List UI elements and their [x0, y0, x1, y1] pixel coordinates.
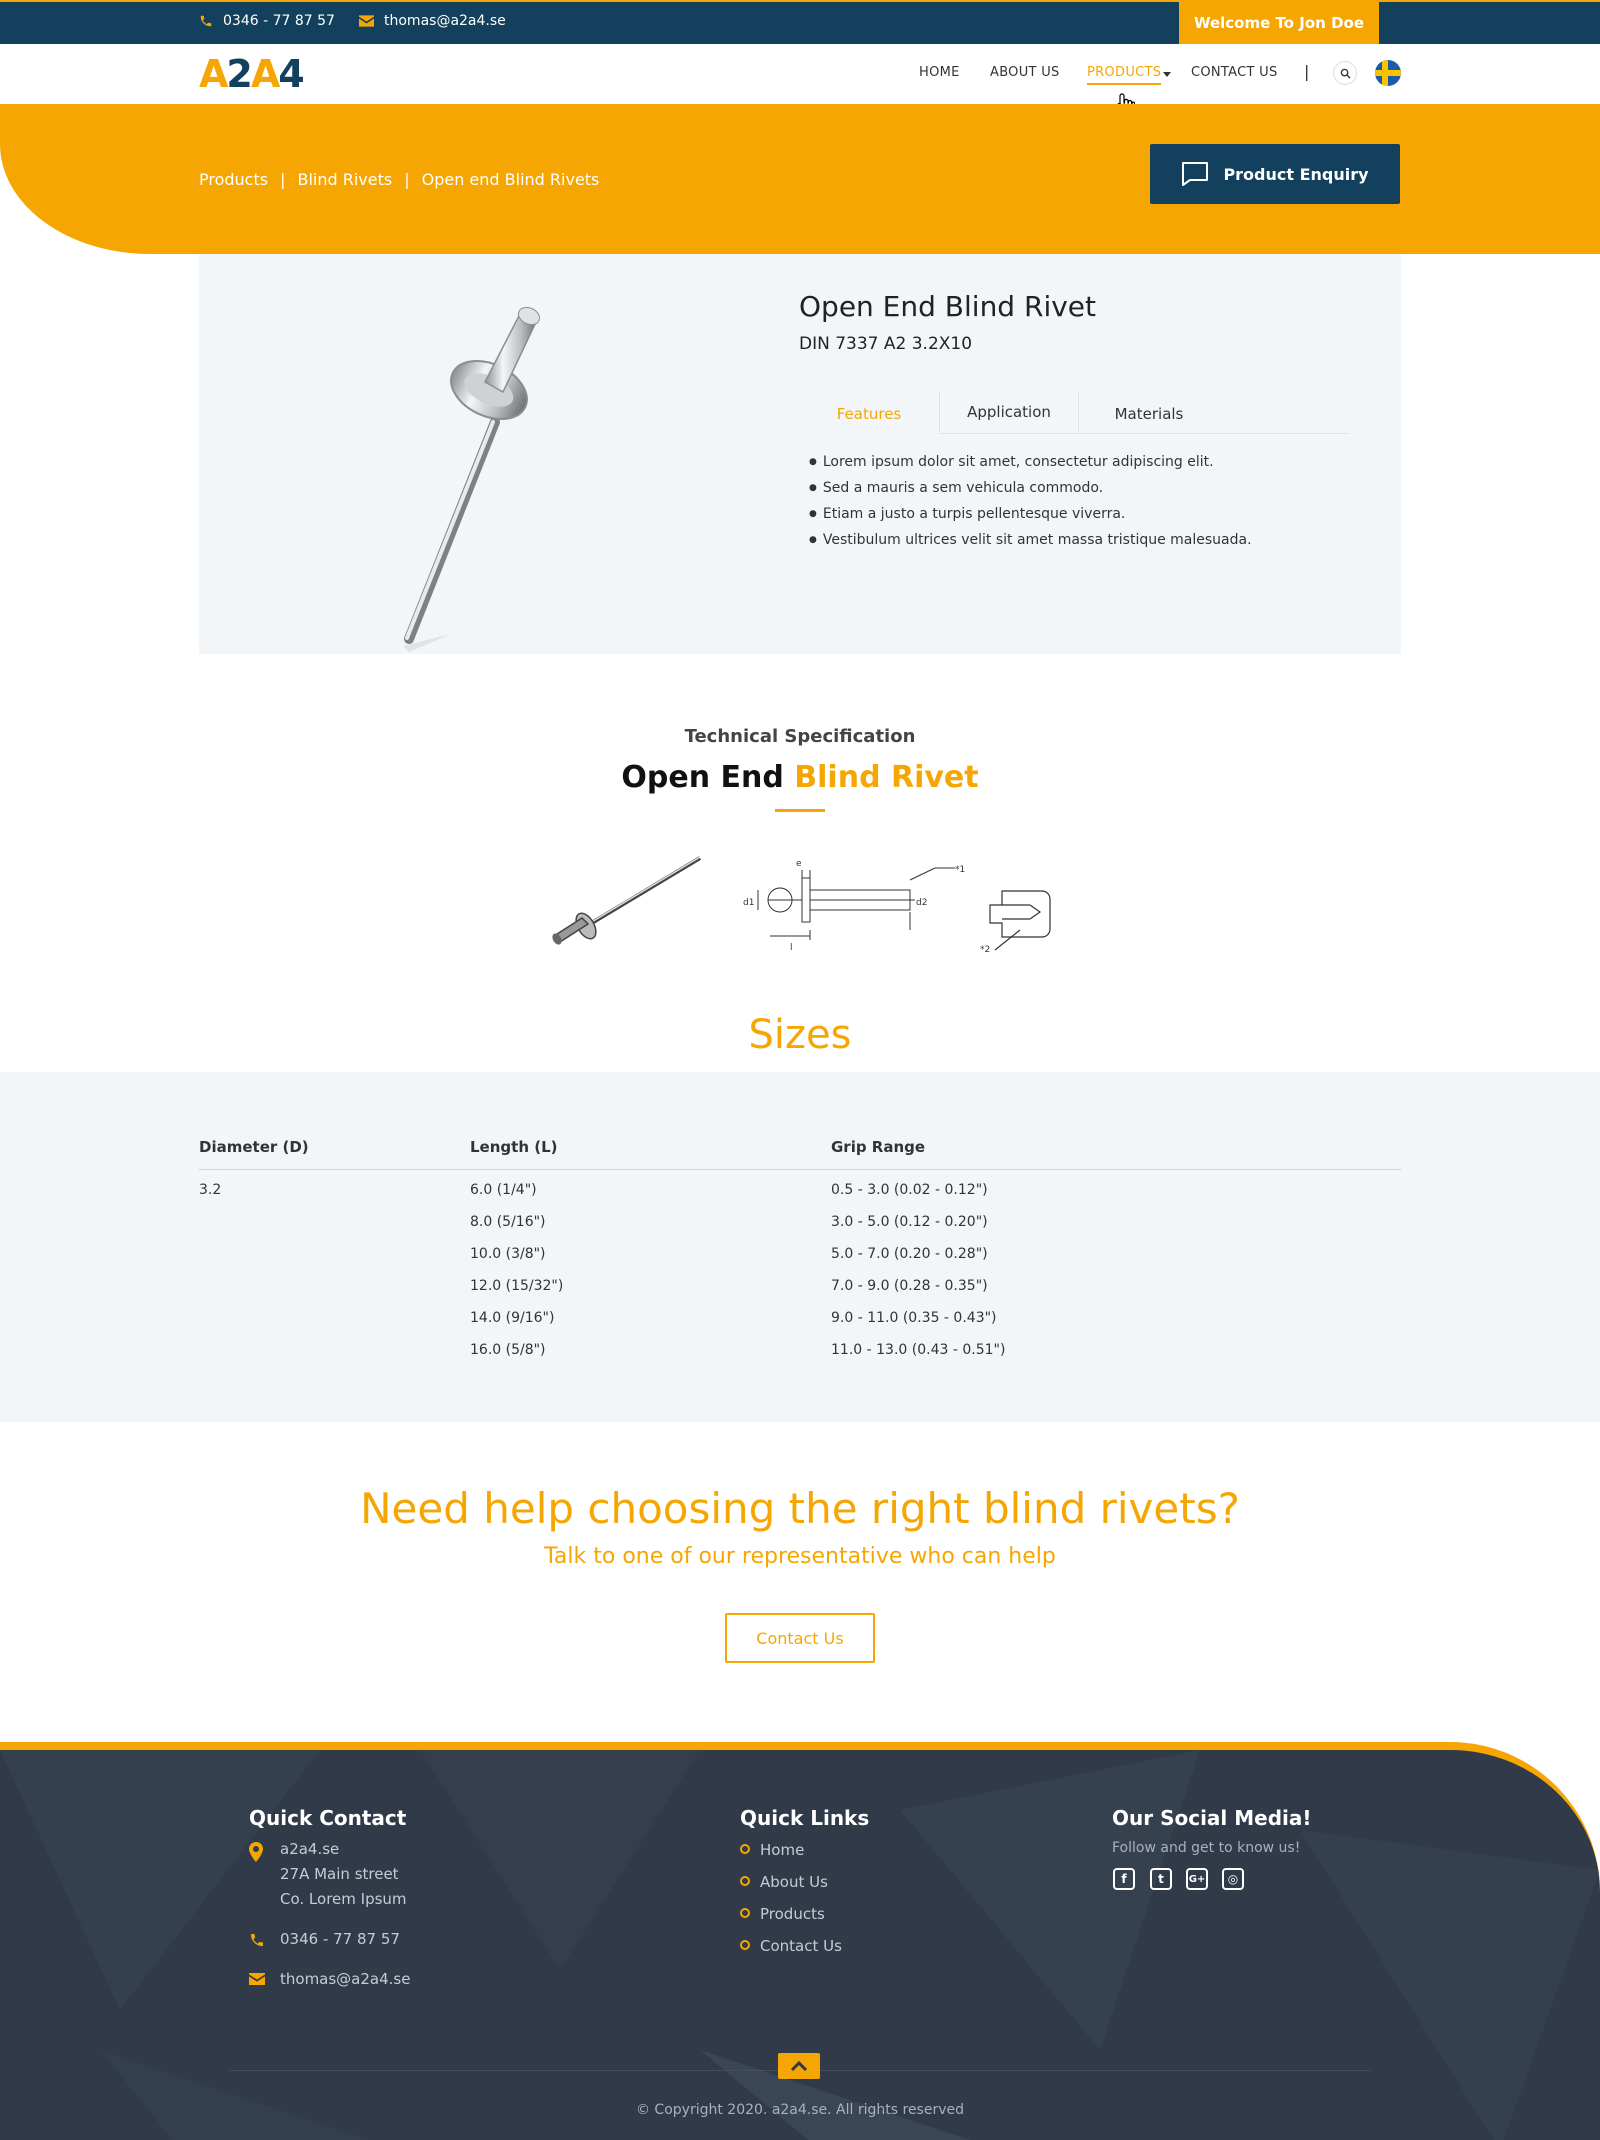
product-title: Open End Blind Rivet — [799, 290, 1096, 323]
contact-us-button[interactable]: Contact Us — [725, 1613, 875, 1663]
breadcrumb-current: Open end Blind Rivets — [421, 170, 600, 189]
title-underline — [775, 809, 825, 812]
breadcrumb-products[interactable]: Products — [199, 170, 269, 189]
topbar-phone[interactable] — [199, 13, 335, 29]
logo-letter: 2 — [226, 52, 251, 96]
map-pin-icon — [249, 1842, 263, 1862]
nav-separator: | — [1304, 62, 1310, 81]
phone-icon — [249, 1932, 265, 1948]
dim-label-d2: d2 — [916, 898, 928, 908]
spec-label: Technical Specification — [684, 726, 916, 747]
table-cell-length: 6.0 (1/4") — [470, 1182, 537, 1198]
table-cell-diameter: 3.2 — [199, 1182, 222, 1198]
tab-application[interactable]: Application — [939, 392, 1079, 432]
dim-label-d1: d1 — [743, 898, 755, 908]
nav-item-home[interactable]: HOME — [919, 65, 960, 80]
topbar-phone-text: 0346 - 77 87 57 — [223, 13, 335, 29]
product-subtitle: DIN 7337 A2 3.2X10 — [799, 334, 973, 354]
table-cell-length: 8.0 (5/16") — [470, 1214, 546, 1230]
footer-link-contact[interactable]: Contact Us — [740, 1937, 842, 1955]
back-to-top-button[interactable] — [778, 2053, 820, 2079]
footer-link-home[interactable]: Home — [740, 1841, 804, 1859]
rivet-sketch — [551, 857, 700, 946]
table-header — [199, 1138, 1401, 1170]
footer-link-about[interactable]: About Us — [740, 1873, 828, 1891]
feature-list — [809, 454, 1252, 558]
main-nav — [0, 44, 1600, 104]
page-banner — [0, 104, 1600, 254]
list-item: ● Etiam a justo a turpis pellentesque viverra. — [809, 506, 1252, 532]
envelope-icon — [359, 15, 374, 27]
product-enquiry-label: Product Enquiry — [1223, 164, 1369, 184]
phone-icon — [199, 14, 213, 28]
top-bar — [0, 0, 1600, 44]
table-cell-length: 10.0 (3/8") — [470, 1246, 546, 1262]
list-item: ● Sed a mauris a sem vehicula commodo. — [809, 480, 1252, 506]
quick-links-heading: Quick Links — [740, 1806, 870, 1830]
social-tagline: Follow and get to know us! — [1112, 1840, 1301, 1856]
tab-features[interactable]: Features — [799, 394, 939, 434]
rivet-head-detail — [990, 891, 1050, 950]
table-cell-length: 14.0 (9/16") — [470, 1310, 555, 1326]
logo-letter: A — [250, 52, 279, 96]
logo-letter: A — [199, 52, 227, 96]
chat-icon — [1181, 161, 1209, 187]
footer-address-line: 27A Main street — [280, 1865, 399, 1883]
table-cell-grip: 3.0 - 5.0 (0.12 - 0.20") — [831, 1214, 988, 1230]
twitter-icon[interactable]: t — [1150, 1868, 1172, 1890]
table-cell-grip: 5.0 - 7.0 (0.20 - 0.28") — [831, 1246, 988, 1262]
product-enquiry-button[interactable] — [1150, 144, 1400, 204]
table-cell-grip: 0.5 - 3.0 (0.02 - 0.12") — [831, 1182, 988, 1198]
table-cell-length: 16.0 (5/8") — [470, 1342, 546, 1358]
breadcrumb — [199, 170, 599, 189]
quick-contact-heading: Quick Contact — [249, 1806, 407, 1830]
list-item: ● Vestibulum ultrices velit sit amet massa tristique malesuada. — [809, 532, 1252, 558]
tab-materials[interactable]: Materials — [1114, 405, 1184, 423]
chevron-down-icon[interactable] — [1163, 72, 1171, 77]
table-cell-grip: 9.0 - 11.0 (0.35 - 0.43") — [831, 1310, 997, 1326]
language-flag-icon[interactable] — [1375, 60, 1401, 86]
column-header-grip: Grip Range — [831, 1138, 926, 1156]
column-header-length: Length (L) — [470, 1138, 558, 1156]
spec-title — [0, 760, 1600, 795]
search-button[interactable] — [1333, 61, 1357, 85]
help-subtitle: Talk to one of our representative who can help — [544, 1544, 1056, 1569]
spec-title-part1: Open End — [621, 760, 784, 795]
facebook-icon[interactable]: f — [1113, 1868, 1135, 1890]
nav-item-about[interactable]: ABOUT US — [990, 65, 1060, 80]
product-panel — [199, 254, 1401, 654]
nav-item-contact[interactable]: CONTACT US — [1191, 65, 1278, 80]
spec-title-part2: Blind Rivet — [794, 760, 979, 795]
topbar-email[interactable] — [359, 13, 506, 29]
table-cell-grip: 7.0 - 9.0 (0.28 - 0.35") — [831, 1278, 988, 1294]
breadcrumb-separator: | — [280, 170, 286, 189]
product-tabs — [799, 394, 1349, 434]
topbar-email-text: thomas@a2a4.se — [384, 13, 506, 29]
footer-email[interactable]: thomas@a2a4.se — [280, 1970, 411, 1988]
welcome-badge[interactable]: Welcome To Jon Doe — [1179, 2, 1379, 44]
help-title: Need help choosing the right blind rivets? — [360, 1484, 1240, 1533]
footer — [0, 1742, 1600, 2140]
footer-address-line: Co. Lorem Ipsum — [280, 1890, 407, 1908]
nav-item-products[interactable] — [1087, 65, 1161, 85]
footer-phone[interactable]: 0346 - 77 87 57 — [280, 1930, 400, 1948]
sizes-table — [0, 1072, 1600, 1422]
list-item: ● Lorem ipsum dolor sit amet, consectetur adipiscing elit. — [809, 454, 1252, 480]
instagram-icon[interactable]: ◎ — [1222, 1868, 1244, 1890]
footer-address-line: a2a4.se — [280, 1840, 340, 1858]
table-cell-grip: 11.0 - 13.0 (0.43 - 0.51") — [831, 1342, 1006, 1358]
logo-letter: 4 — [278, 52, 303, 96]
nav-item-products-label: PRODUCTS — [1087, 65, 1162, 80]
google-plus-icon[interactable]: G+ — [1186, 1868, 1208, 1890]
dim-label-l: l — [790, 943, 793, 953]
copyright: © Copyright 2020. a2a4.se. All rights reserved — [635, 2102, 965, 2118]
note-label-2: *2 — [980, 945, 991, 955]
search-icon — [1340, 68, 1351, 79]
breadcrumb-separator: | — [404, 170, 410, 189]
chevron-up-icon — [790, 2060, 808, 2072]
social-heading: Our Social Media! — [1112, 1806, 1312, 1830]
envelope-icon — [249, 1973, 265, 1985]
footer-link-products[interactable]: Products — [740, 1905, 825, 1923]
site-logo[interactable] — [199, 54, 303, 94]
column-header-diameter: Diameter (D) — [199, 1138, 309, 1156]
dim-label-e: e — [796, 859, 802, 869]
breadcrumb-blind-rivets[interactable]: Blind Rivets — [297, 170, 393, 189]
note-label-1: *1 — [955, 865, 966, 875]
spec-diagrams — [540, 850, 1070, 960]
product-image — [389, 294, 619, 714]
sizes-title: Sizes — [748, 1012, 852, 1058]
table-cell-length: 12.0 (15/32") — [470, 1278, 564, 1294]
